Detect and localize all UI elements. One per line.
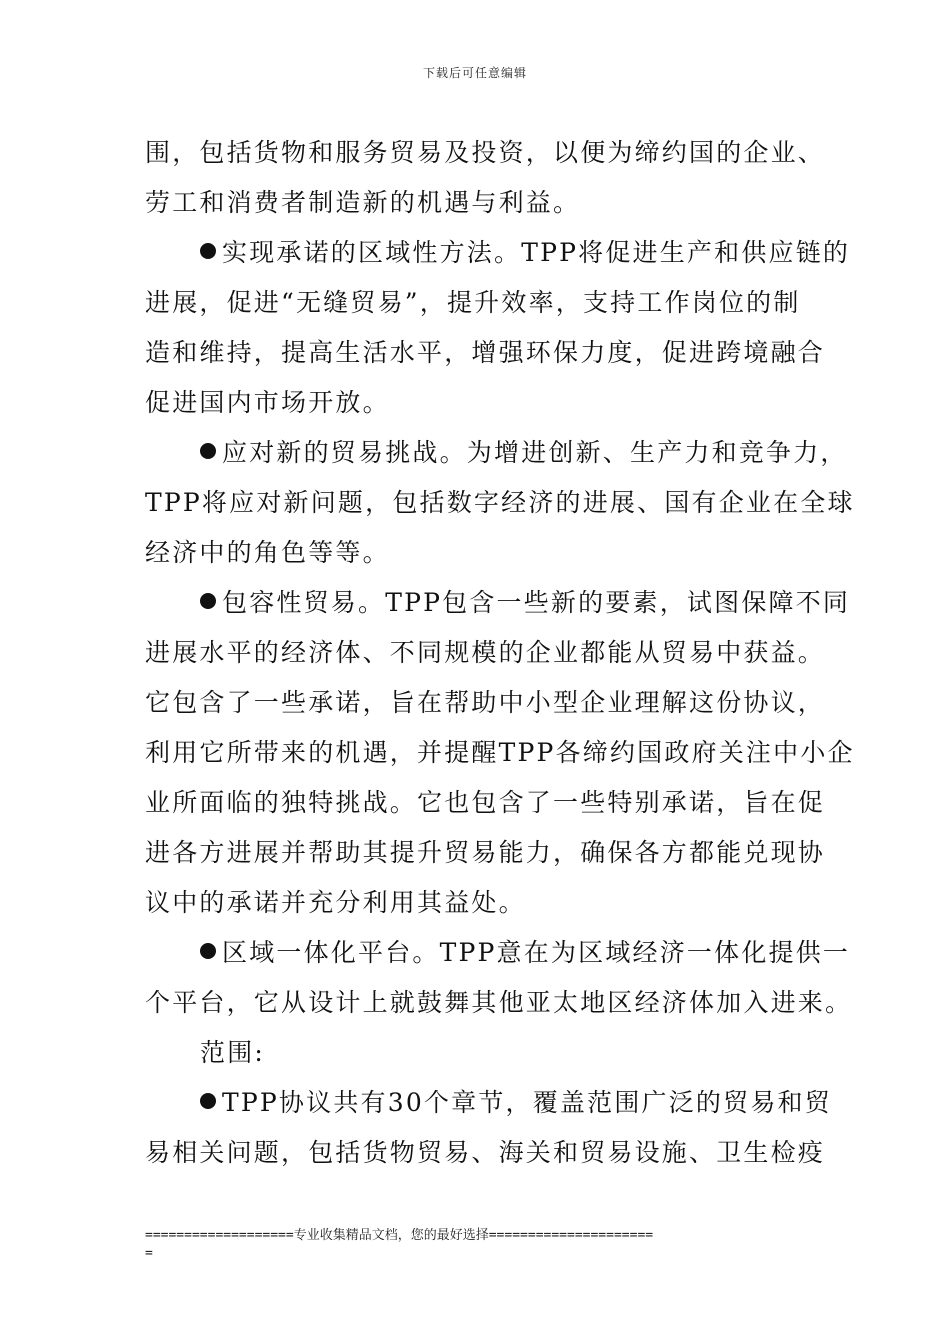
bullet-icon [200,243,216,259]
footer-rule-right: ===================== [488,1228,654,1243]
bullet-icon [200,1093,216,1109]
paragraph-line: 造和维持，提高生活水平，增强环保力度，促进跨境融合 [145,338,826,367]
paragraph-line-text: 实现承诺的区域性方法。TPP将促进生产和供应链的 [222,238,851,267]
footer-text: 专业收集精品文档，您的最好选择 [293,1228,489,1243]
paragraph-line: 易相关问题，包括货物贸易、海关和贸易设施、卫生检疫 [145,1138,826,1167]
paragraph-line: TPP将应对新问题，包括数字经济的进展、国有企业在全球 [145,488,855,517]
paragraph-line-text: 应对新的贸易挑战。为增进创新、生产力和竞争力， [222,438,848,467]
bullet-icon [200,943,216,959]
paragraph-line: 利用它所带来的机遇，并提醒TPP各缔约国政府关注中小企 [145,738,855,767]
document-body [145,128,855,1178]
paragraph-line: 进展，促进“无缝贸易”，提升效率，支持工作岗位的制 [145,288,801,317]
bullet-icon [200,593,216,609]
paragraph-line: 进各方进展并帮助其提升贸易能力，确保各方都能兑现协 [145,838,826,867]
bullet-line [145,578,851,628]
section-heading: 范围: [200,1038,266,1067]
paragraph-line: 进展水平的经济体、不同规模的企业都能从贸易中获益。 [145,638,826,667]
paragraph-line: 劳工和消费者制造新的机遇与利益。 [145,188,581,217]
paragraph-line: 围，包括货物和服务贸易及投资，以便为缔约国的企业、 [145,138,826,167]
bullet-line [145,428,848,478]
bullet-icon [200,443,216,459]
page-footer [145,1227,810,1263]
paragraph-line-text: 包容性贸易。TPP包含一些新的要素，试图保障不同 [222,588,851,617]
paragraph-line: 个平台，它从设计上就鼓舞其他亚太地区经济体加入进来。 [145,988,853,1017]
paragraph-line: 业所面临的独特挑战。它也包含了一些特别承诺，旨在促 [145,788,826,817]
page-header: 下载后可任意编辑 [422,66,527,80]
paragraph-line-text: TPP协议共有30个章节，覆盖范围广泛的贸易和贸 [222,1088,832,1117]
paragraph-line: 促进国内市场开放。 [145,388,390,417]
paragraph-line-text: 区域一体化平台。TPP意在为区域经济一体化提供一 [222,938,851,967]
bullet-line [145,228,851,278]
paragraph-line: 议中的承诺并充分利用其益处。 [145,888,526,917]
bullet-line [145,928,851,978]
bullet-line [145,1078,832,1128]
paragraph-line: 经济中的角色等等。 [145,538,390,567]
footer-rule-trailing: = [145,1246,153,1261]
paragraph-line: 它包含了一些承诺，旨在帮助中小型企业理解这份协议， [145,688,826,717]
footer-rule-left: =================== [145,1228,294,1243]
